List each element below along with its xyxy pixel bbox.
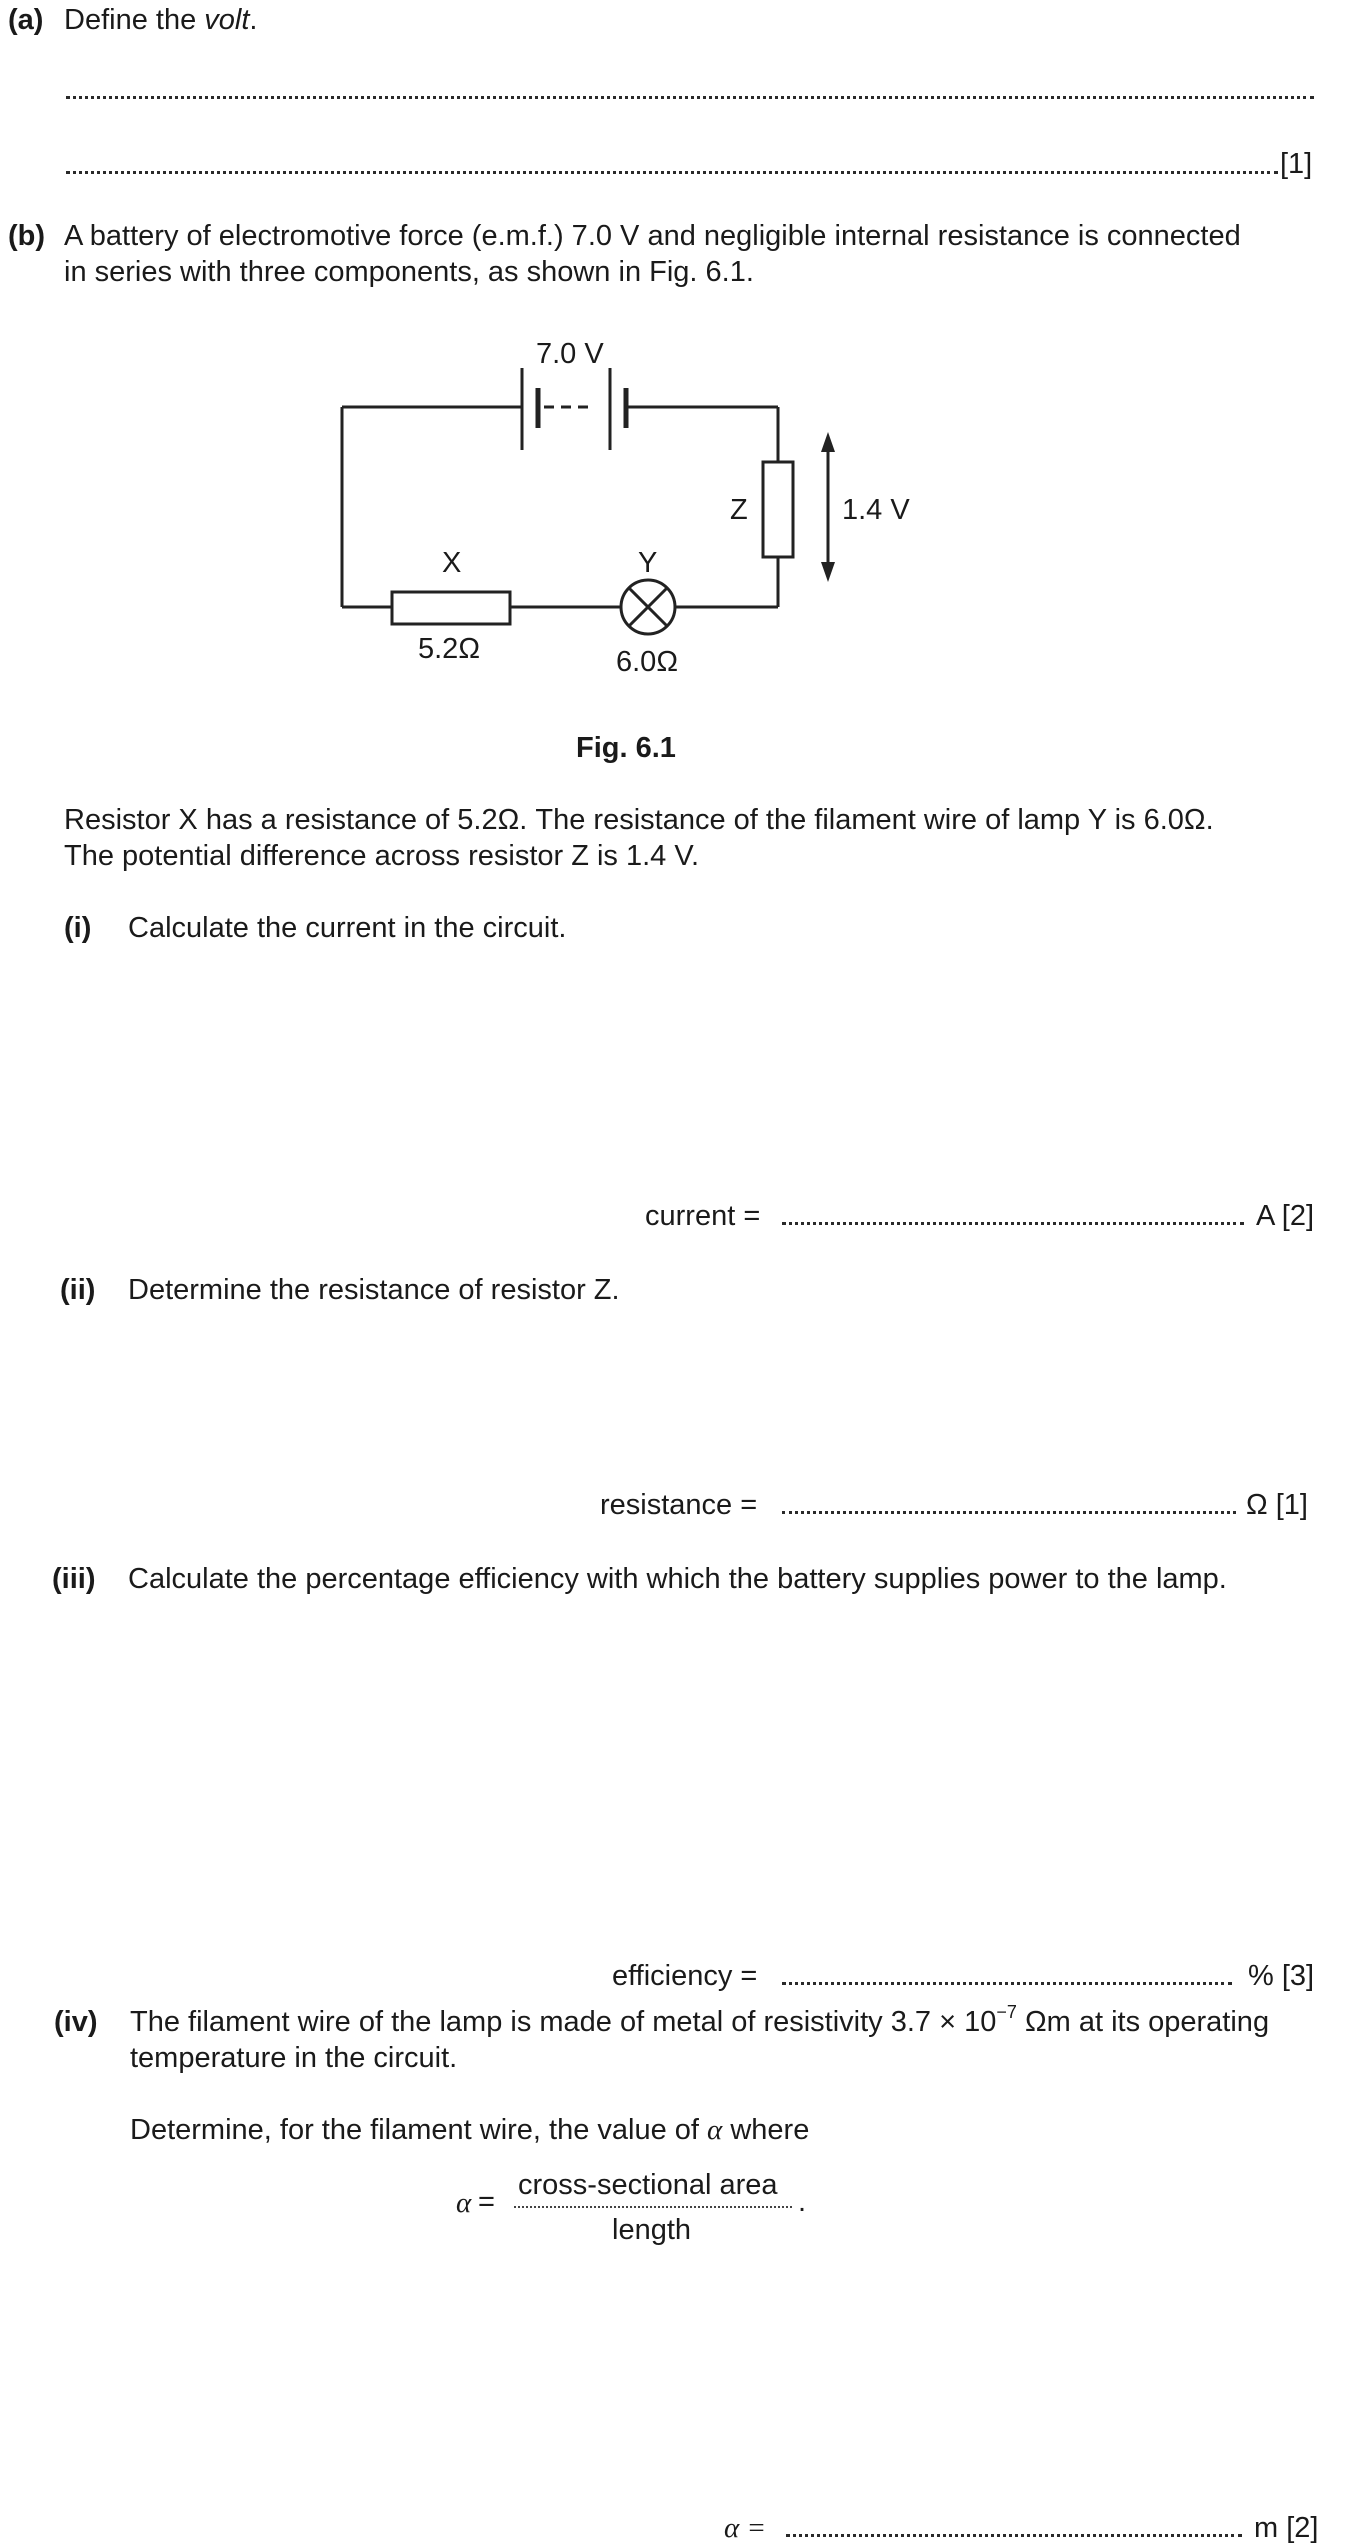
resistor-z-label: Z xyxy=(730,494,748,526)
q1-answer-unit: A [2] xyxy=(1256,1200,1315,1232)
lamp-y-label: Y xyxy=(638,547,658,579)
part-a-mark: [1] xyxy=(1280,148,1313,180)
q3-answer-unit: % [3] xyxy=(1248,1960,1315,1992)
q4-answer-line[interactable] xyxy=(786,2534,1242,2537)
part-a-period: . xyxy=(249,4,258,36)
formula-fraction-bar xyxy=(514,2206,792,2208)
q4-line3 xyxy=(130,2112,809,2148)
formula-denominator: length xyxy=(612,2214,692,2246)
resistor-x-value: 5.2Ω xyxy=(418,633,480,665)
q3-answer-prefix: efficiency = xyxy=(612,1960,758,1992)
q4-exponent: −7 xyxy=(996,2002,1017,2023)
alpha-symbol: α xyxy=(707,2114,723,2146)
q2-answer-unit: Ω [1] xyxy=(1246,1489,1308,1521)
formula-numerator: cross-sectional area xyxy=(518,2169,778,2201)
q1-text: Calculate the current in the circuit. xyxy=(128,912,567,944)
q3-answer-line[interactable] xyxy=(782,1982,1232,1985)
answer-line-a2[interactable] xyxy=(66,171,1278,174)
info-line1: Resistor X has a resistance of 5.2Ω. The resistance of the filament wire of lamp Y is 6.0Ω. xyxy=(64,804,1214,836)
part-a-text: Define the xyxy=(64,4,205,36)
q4-answer-prefix xyxy=(724,2510,766,2546)
q2-text: Determine the resistance of resistor Z. xyxy=(128,1274,620,1306)
q2-label: (ii) xyxy=(60,1274,96,1306)
info-line2: The potential difference across resistor Z is 1.4 V. xyxy=(64,840,700,872)
q3-text: Calculate the percentage efficiency with which the battery supplies power to the lamp. xyxy=(128,1563,1227,1595)
q4-line2: temperature in the circuit. xyxy=(130,2042,458,2074)
part-b-intro-line1: A battery of electromotive force (e.m.f.) 7.0 V and negligible internal resistance is connected xyxy=(64,220,1241,252)
formula-alpha: α xyxy=(456,2187,472,2219)
q1-label: (i) xyxy=(64,912,92,944)
voltage-arrow-head-up xyxy=(821,432,835,452)
q4-line3-suffix: where xyxy=(722,2114,810,2146)
q1-answer-prefix: current = xyxy=(645,1200,761,1232)
part-b-intro-line2: in series with three components, as shown in Fig. 6.1. xyxy=(64,256,754,288)
figure-caption: Fig. 6.1 xyxy=(576,732,676,764)
q4-line1 xyxy=(130,2004,1269,2040)
q4-line1-unit-text: Ωm at its operating xyxy=(1016,2006,1270,2038)
resistor-z-voltage: 1.4 V xyxy=(842,494,910,526)
q4-line1-text: The filament wire of the lamp is made of metal of resistivity 3.7 × 10 xyxy=(130,2006,997,2038)
q4-line3-text: Determine, for the filament wire, the value of xyxy=(130,2114,708,2146)
voltage-arrow-head-down xyxy=(821,562,835,582)
q2-answer-line[interactable] xyxy=(782,1511,1236,1514)
lamp-y-value: 6.0Ω xyxy=(616,646,678,678)
part-a-question xyxy=(64,2,257,38)
q4-label: (iv) xyxy=(54,2006,98,2038)
part-b-label: (b) xyxy=(8,220,46,252)
battery-emf-label: 7.0 V xyxy=(536,338,604,370)
q3-label: (iii) xyxy=(52,1563,96,1595)
circuit-diagram xyxy=(0,320,1370,740)
answer-line-a1[interactable] xyxy=(66,96,1314,99)
q1-answer-line[interactable] xyxy=(782,1222,1244,1225)
resistor-x-label: X xyxy=(442,547,462,579)
q4-answer-unit: m [2] xyxy=(1254,2512,1319,2544)
resistor-z xyxy=(763,462,793,557)
resistor-x xyxy=(392,592,510,624)
q4-answer-symbol: α = xyxy=(724,2512,767,2544)
q2-answer-prefix: resistance = xyxy=(600,1489,758,1521)
formula-equals: = xyxy=(478,2186,495,2218)
formula-period: . xyxy=(798,2186,807,2218)
part-a-label: (a) xyxy=(8,4,44,36)
part-a-italic-term: volt xyxy=(204,4,250,36)
